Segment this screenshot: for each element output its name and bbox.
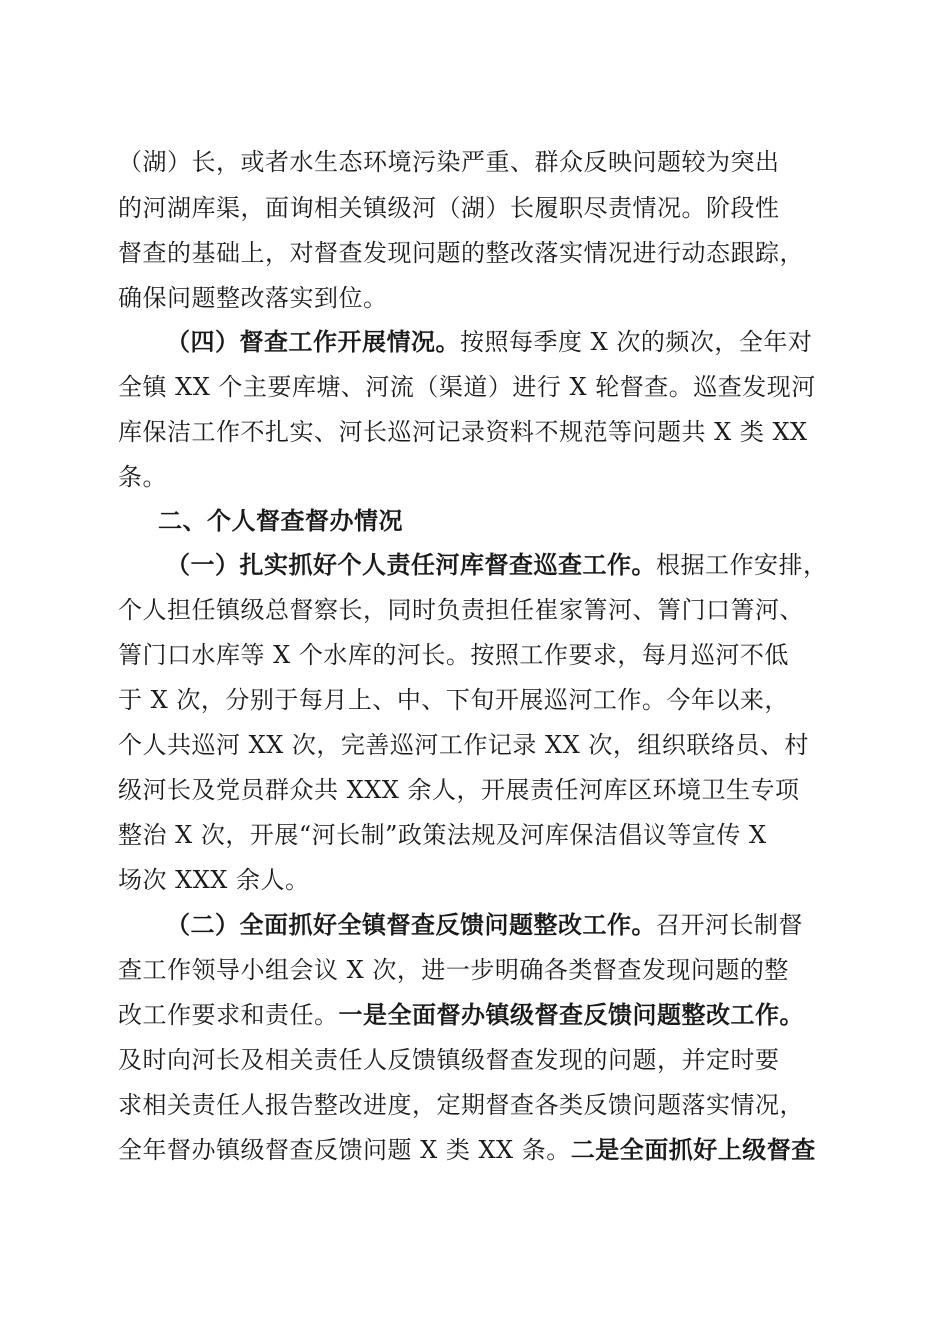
text-line: （湖）长，或者水生态环境污染严重、群众反映问题较为突出 [118,148,780,176]
paragraph-line [166,545,838,585]
text-line: 全镇 XX 个主要库塘、河流（渠道）进行 X 轮督查。巡查发现河 [118,373,816,401]
text-line: 个人共巡河 XX 次，完善巡河工作记录 XX 次，组织联络员、村 [118,731,809,759]
text-line: 箐门口水库等 X 个水库的河长。按照工作要求，每月巡河不低 [118,641,789,669]
inline-lead: 二是全面抓好上级督查 [570,1135,816,1164]
section-lead: （一）扎实抓好个人责任河库督查巡查工作。 [166,550,656,579]
paragraph-line [166,905,838,945]
text-line: 个人担任镇级总督察长，同时负责担任崔家箐河、箐门口箐河、 [118,596,804,624]
text-line: 的河湖库渠，面询相关镇级河（湖）长履职尽责情况。阶段性 [118,194,780,222]
paragraph-line [166,322,838,362]
text-line: 及时向河长及相关责任人反馈镇级督查发现的问题，并定时要 [118,1046,780,1074]
section-lead: （二）全面抓好全镇督查反馈问题整改工作。 [166,910,656,939]
text-run: 改工作要求和责任。 [118,1001,339,1029]
section-lead: （四）督查工作开展情况。 [166,327,460,356]
text-line: 级河长及党员群众共 XXX 余人，开展责任河库区环境卫生专项 [118,776,800,804]
text-run: 全年督办镇级督查反馈问题 X 类 XX 条。 [118,1136,571,1164]
text-run: 按照每季度 X 次的频次，全年对 [460,328,813,356]
text-run: 召开河长制督 [656,911,803,939]
text-line: 于 X 次，分别于每月上、中、下旬开展巡河工作。今年以来， [118,686,789,714]
text-line: 整治 X 次，开展“河长制”政策法规及河库保洁倡议等宣传 X [118,821,767,849]
text-run: 根据工作安排， [656,551,828,579]
text-line: 督查的基础上，对督查发现问题的整改落实情况进行动态跟踪， [118,239,804,267]
text-line: 场次 XXX 余人。 [118,866,310,894]
text-line: 求相关责任人报告整改进度，定期督查各类反馈问题落实情况， [118,1091,804,1119]
paragraph-line [118,995,838,1035]
inline-lead: 一是全面督办镇级督查反馈问题整改工作。 [338,1000,804,1029]
text-line: 确保问题整改落实到位。 [118,284,388,312]
text-line: 条。 [118,463,167,491]
paragraph-line [118,1130,838,1170]
section-heading: 二、个人督查督办情况 [158,507,403,535]
text-line: 库保洁工作不扎实、河长巡河记录资料不规范等问题共 X 类 XX [118,418,808,446]
text-line: 查工作领导小组会议 X 次，进一步明确各类督查发现问题的整 [118,956,789,984]
